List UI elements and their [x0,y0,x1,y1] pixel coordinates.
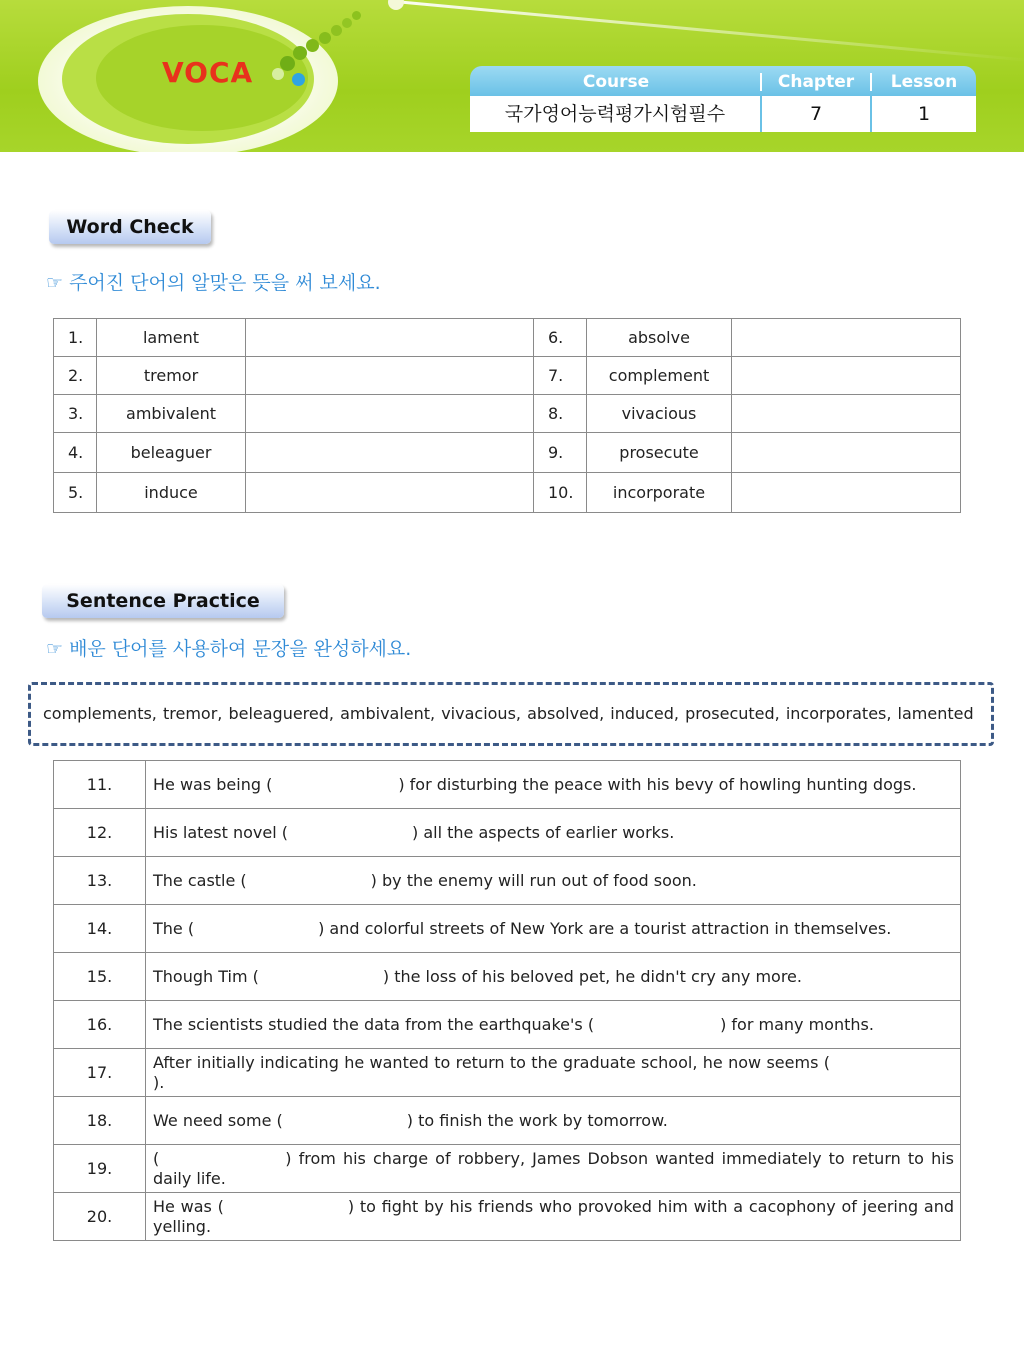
word-check-instruction: ☞ 주어진 단어의 알맞은 뜻을 써 보세요. [46,272,381,294]
sentence-number: 20. [54,1193,146,1241]
sentence-row [54,953,961,1001]
sentence-number: 11. [54,761,146,809]
word-term: lament [97,319,246,357]
meaning-answer-field[interactable] [732,473,961,513]
sentence-number: 19. [54,1145,146,1193]
sentence-text [146,905,961,953]
sentence-before-blank: ( [153,1148,160,1168]
sentence-before-blank: The castle ( [153,870,247,890]
course-info-values [470,96,976,132]
sentence-row [54,809,961,857]
sentence-row [54,905,961,953]
word-term: vivacious [587,395,732,433]
sentence-row [54,857,961,905]
word-term: complement [587,357,732,395]
dot-decoration [280,56,295,71]
word-check-table [53,318,961,513]
sentence-practice-table [53,760,961,1241]
course-info-header [470,66,976,96]
course-value: 국가영어능력평가시험필수 [504,103,726,125]
dot-decoration [306,39,319,52]
sentence-row [54,1001,961,1049]
word-check-row [54,319,961,357]
sentence-practice-rows [54,761,961,1241]
sentence-before-blank: His latest novel ( [153,822,288,842]
sentence-practice-instruction: ☞ 배운 단어를 사용하여 문장을 완성하세요. [46,638,412,660]
meaning-answer-field[interactable] [246,473,534,513]
sentence-text [146,1193,961,1241]
sentence-text [146,809,961,857]
word-bank: complements, tremor, beleaguered, ambivalent, vivacious, absolved, induced, prosecuted, incorporates, lamented [43,704,974,723]
meaning-answer-field[interactable] [246,357,534,395]
word-term: beleaguer [97,433,246,473]
sentence-text [146,1049,961,1097]
sentence-before-blank: He was ( [153,1196,224,1216]
sentence-text [146,857,961,905]
word-term: absolve [587,319,732,357]
chapter-value: 7 [809,103,823,125]
word-number: 10. [534,473,587,513]
sentence-row [54,761,961,809]
sentence-after-blank: ) all the aspects of earlier works. [411,822,675,842]
sentence-after-blank: ) to finish the work by tomorrow. [406,1110,668,1130]
meaning-answer-field[interactable] [246,319,534,357]
sentence-text [146,1145,961,1193]
word-check-row [54,357,961,395]
meaning-answer-field[interactable] [732,319,961,357]
sentence-number: 18. [54,1097,146,1145]
word-number: 9. [534,433,587,473]
sentence-before-blank: Though Tim ( [153,966,259,986]
dot-decoration [352,11,361,20]
word-bank-box [28,682,994,746]
sentence-practice-title: Sentence Practice [42,584,284,618]
sentence-after-blank: ). [153,1072,165,1092]
logo-text: VOCA [162,56,254,89]
word-check-rows [54,319,961,513]
word-check-row [54,433,961,473]
sentence-after-blank: ) and colorful streets of New York are a tourist attraction in themselves. [318,918,892,938]
course-info-table [470,66,976,132]
sentence-number: 13. [54,857,146,905]
lesson-label: Lesson [890,72,958,92]
course-label: Course [582,72,650,92]
meaning-answer-field[interactable] [732,395,961,433]
sentence-number: 15. [54,953,146,1001]
word-number: 2. [54,357,97,395]
sentence-after-blank: ) by the enemy will run out of food soon. [370,870,697,890]
sentence-text [146,1001,961,1049]
sentence-number: 14. [54,905,146,953]
word-check-title: Word Check [49,210,211,244]
dot-decoration [272,68,284,80]
sentence-before-blank: The ( [153,918,195,938]
word-number: 3. [54,395,97,433]
sentence-text [146,1097,961,1145]
sentence-number: 16. [54,1001,146,1049]
dot-decoration [292,73,305,86]
word-term: tremor [97,357,246,395]
sentence-row [54,1145,961,1193]
dot-decoration [293,46,307,60]
sentence-before-blank: We need some ( [153,1110,283,1130]
dot-decoration [342,18,352,28]
sentence-row [54,1193,961,1241]
word-number: 6. [534,319,587,357]
sentence-number: 12. [54,809,146,857]
sentence-before-blank: The scientists studied the data from the earthquake's ( [153,1014,595,1034]
word-term: incorporate [587,473,732,513]
sentence-before-blank: He was being ( [153,774,273,794]
sentence-after-blank: ) the loss of his beloved pet, he didn't cry any more. [382,966,802,986]
meaning-answer-field[interactable] [732,357,961,395]
word-check-row [54,473,961,513]
word-term: ambivalent [97,395,246,433]
meaning-answer-field[interactable] [246,433,534,473]
word-term: induce [97,473,246,513]
sentence-after-blank: ) from his charge of robbery, James Dobson wanted immediately to return to his daily life. [153,1148,954,1188]
word-number: 4. [54,433,97,473]
dot-decoration [388,0,404,10]
word-number: 5. [54,473,97,513]
sentence-before-blank: After initially indicating he wanted to return to the graduate school, he now seems ( [153,1052,830,1072]
word-check-row [54,395,961,433]
sentence-after-blank: ) to fight by his friends who provoked him with a cacophony of jeering and yelling. [153,1196,954,1236]
sentence-after-blank: ) for many months. [720,1014,874,1034]
sentence-number: 17. [54,1049,146,1097]
sentence-row [54,1049,961,1097]
meaning-answer-field[interactable] [246,395,534,433]
sentence-after-blank: ) for disturbing the peace with his bevy of howling hunting dogs. [398,774,917,794]
sentence-text [146,953,961,1001]
word-number: 8. [534,395,587,433]
word-term: prosecute [587,433,732,473]
header-banner [0,0,1024,152]
chapter-label: Chapter [777,72,855,92]
meaning-answer-field[interactable] [732,433,961,473]
word-number: 7. [534,357,587,395]
light-streak [395,0,1024,62]
lesson-value: 1 [917,103,931,125]
word-number: 1. [54,319,97,357]
sentence-text [146,761,961,809]
sentence-row [54,1097,961,1145]
dot-decoration [331,25,342,36]
dot-decoration [319,32,331,44]
